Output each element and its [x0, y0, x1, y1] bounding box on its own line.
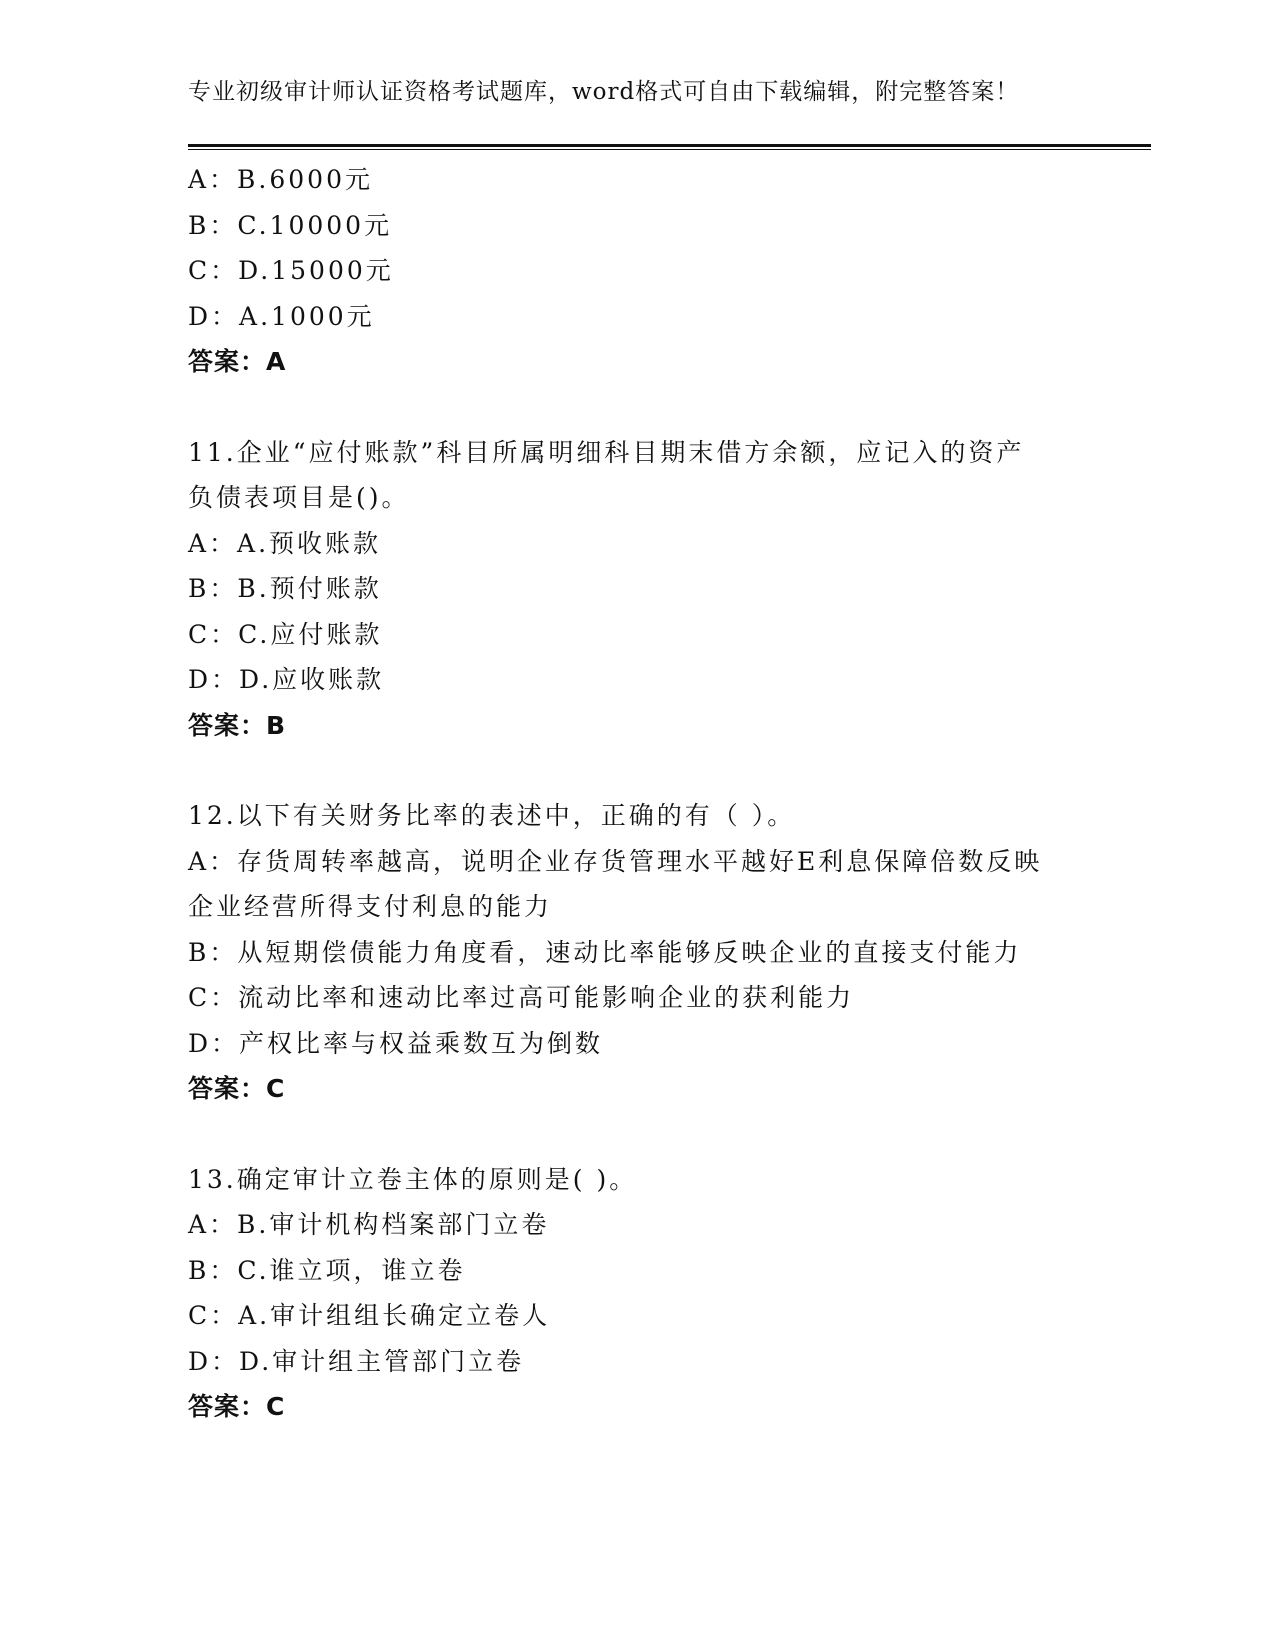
question-stem: 12.以下有关财务比率的表述中，正确的有（ ）。	[188, 801, 796, 830]
option-c: C：A.审计组组长确定立卷人	[188, 1301, 551, 1330]
question-12	[188, 793, 1088, 1112]
answer: 答案：B	[188, 710, 287, 740]
question-stem-continued: 负债表项目是()。	[188, 483, 410, 512]
option-a: A：存货周转率越高，说明企业存货管理水平越好E利息保障倍数反映	[188, 846, 1043, 876]
question-stem: 11.企业“应付账款”科目所属明细科目期末借方余额，应记入的资产	[188, 437, 1025, 467]
option-d: D：A.1000元	[188, 301, 375, 331]
option-c: C：流动比率和速动比率过高可能影响企业的获利能力	[188, 983, 855, 1012]
question-13	[188, 1157, 1088, 1430]
option-a: A：B.审计机构档案部门立卷	[188, 1210, 550, 1239]
option-a-continued: 企业经营所得支付利息的能力	[188, 892, 553, 921]
document-body	[188, 157, 1088, 1430]
option-b: B：B.预付账款	[188, 574, 382, 603]
option-b: B：C.谁立项，谁立卷	[188, 1255, 466, 1285]
option-b: B：C.10000元	[188, 210, 393, 240]
option-d: D：D.审计组主管部门立卷	[188, 1346, 525, 1376]
option-c: C：D.15000元	[188, 256, 394, 285]
header-rule-thin	[188, 149, 1151, 150]
question-11	[188, 430, 1088, 749]
question-stem: 13.确定审计立卷主体的原则是( )。	[188, 1164, 638, 1194]
page-header: 专业初级审计师认证资格考试题库，word格式可自由下载编辑，附完整答案！	[188, 79, 1020, 105]
answer: 答案：C	[188, 1392, 286, 1421]
answer: 答案：A	[188, 347, 287, 376]
option-a: A：B.6000元	[188, 165, 373, 194]
option-b: B：从短期偿债能力角度看，速动比率能够反映企业的直接支付能力	[188, 937, 1022, 967]
option-a: A：A.预收账款	[188, 528, 382, 558]
question-10	[188, 157, 1088, 385]
option-d: D：D.应收账款	[188, 665, 385, 694]
answer: 答案：C	[188, 1074, 286, 1103]
header-rule-thick	[188, 144, 1151, 147]
option-d: D：产权比率与权益乘数互为倒数	[188, 1028, 604, 1058]
option-c: C：C.应付账款	[188, 619, 383, 649]
